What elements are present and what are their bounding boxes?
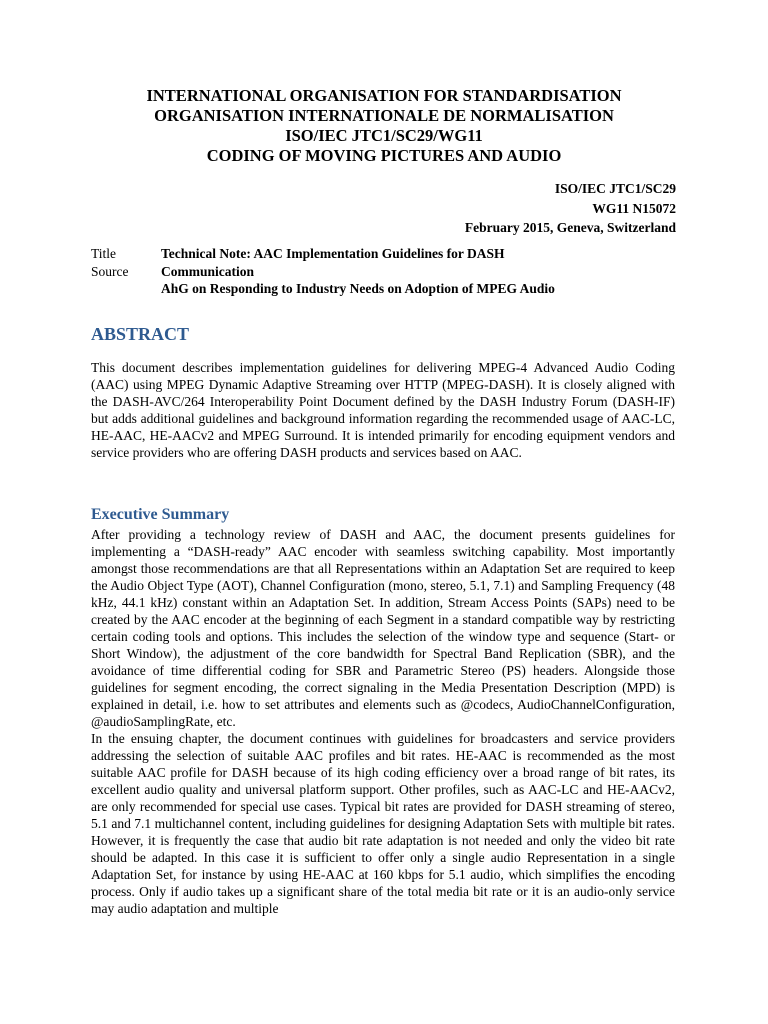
org-name-english: INTERNATIONAL ORGANISATION FOR STANDARDISATION bbox=[146, 86, 622, 105]
date-location: February 2015, Geneva, Switzerland bbox=[464, 220, 676, 235]
source-label: Source bbox=[91, 263, 129, 279]
source-row-2 bbox=[91, 280, 691, 298]
doc-number: WG11 N15072 bbox=[592, 200, 676, 216]
abstract-text: This document describes implementation guidelines for delivering MPEG-4 Advanced Audio Coding (AAC) using MPEG Dynamic Adaptive Streaming over HTTP (MPEG-DASH). It is closely aligned with the DASH-AVC/264 Interoperability Point Document defined by the DASH Industry Forum (DASH-IF) but adds additional guidelines and background information regarding the recommended usage of AAC-LC, HE-AAC, HE-AACv2 and MPEG Surround. It is intended primarily for encoding equipment vendors and service providers who are offering DASH products and services based on AAC. bbox=[91, 360, 675, 460]
abstract-heading: ABSTRACT bbox=[91, 324, 190, 344]
title-row bbox=[91, 245, 691, 263]
source-row bbox=[91, 263, 691, 281]
title-label: Title bbox=[91, 246, 117, 261]
group-name: CODING OF MOVING PICTURES AND AUDIO bbox=[206, 146, 562, 165]
title-source-block bbox=[91, 245, 691, 298]
document-meta bbox=[465, 179, 676, 238]
source-value-2: AhG on Responding to Industry Needs on Adoption of MPEG Audio bbox=[161, 281, 555, 296]
source-value-1: Communication bbox=[161, 263, 255, 279]
executive-summary-body bbox=[91, 526, 675, 917]
organisation-header bbox=[0, 86, 768, 166]
abstract-paragraph bbox=[91, 359, 675, 461]
org-name-french: ORGANISATION INTERNATIONALE DE NORMALISATION bbox=[154, 106, 614, 125]
committee-id: ISO/IEC JTC1/SC29/WG11 bbox=[285, 126, 483, 145]
executive-summary-paragraph-2: In the ensuing chapter, the document continues with guidelines for broadcasters and service providers addressing the selection of suitable AAC profiles and bit rates. HE-AAC is recommended as the most suitable AAC profile for DASH because of its high coding efficiency over a broad range of bit rates, its excellent audio quality and universal platform support. Other profiles, such as AAC-LC and HE-AACv2, are only recommended for special use cases. Typical bit rates are provided for DASH streaming of stereo, 5.1 and 7.1 multichannel content, including guidelines for designing Adaptation Sets with multiple bit rates. However, it is frequently the case that audio bit rate adaptation is not needed and only the video bit rate should be adapted. In this case it is sufficient to offer only a single audio Representation in a single Adaptation Set, for instance by using HE-AAC at 160 kbps for 5.1 audio, which simplifies the encoding process. Only if audio takes up a significant share of the total media bit rate or it is an audio-only service may audio adaptation and multiple bbox=[91, 731, 675, 916]
executive-summary-heading: Executive Summary bbox=[91, 506, 230, 523]
doc-reference: ISO/IEC JTC1/SC29 bbox=[554, 181, 676, 196]
executive-summary-paragraph-1: After providing a technology review of DASH and AAC, the document presents guidelines for implementing a “DASH-ready” AAC encoder with seamless switching capability. Most importantly amongst those recommendations are that all Representations within an Adaptation Set are required to keep the Audio Object Type (AOT), Channel Configuration (mono, stereo, 5.1, 7.1) and Sampling Frequency (48 kHz, 44.1 kHz) constant within an Adaptation Set. In addition, Stream Access Points (SAPs) need to be created by the AAC encoder at the beginning of each Segment in a standard compatible way by restricting certain coding tools and options. This includes the selection of the window type and sequence (Start- or Short Window), the adjustment of the core bandwidth for Spectral Band Replication (SBR), and the avoidance of time differential coding for SBR and Parametric Stereo (PS) headers. Alongside those guidelines for segment encoding, the correct signaling in the Media Presentation Description (MPD) is explained in detail, i.e. how to set attributes and elements such as @codecs, AudioChannelConfiguration, @audioSamplingRate, etc. bbox=[91, 527, 675, 729]
title-value: Technical Note: AAC Implementation Guidelines for DASH bbox=[161, 246, 505, 261]
